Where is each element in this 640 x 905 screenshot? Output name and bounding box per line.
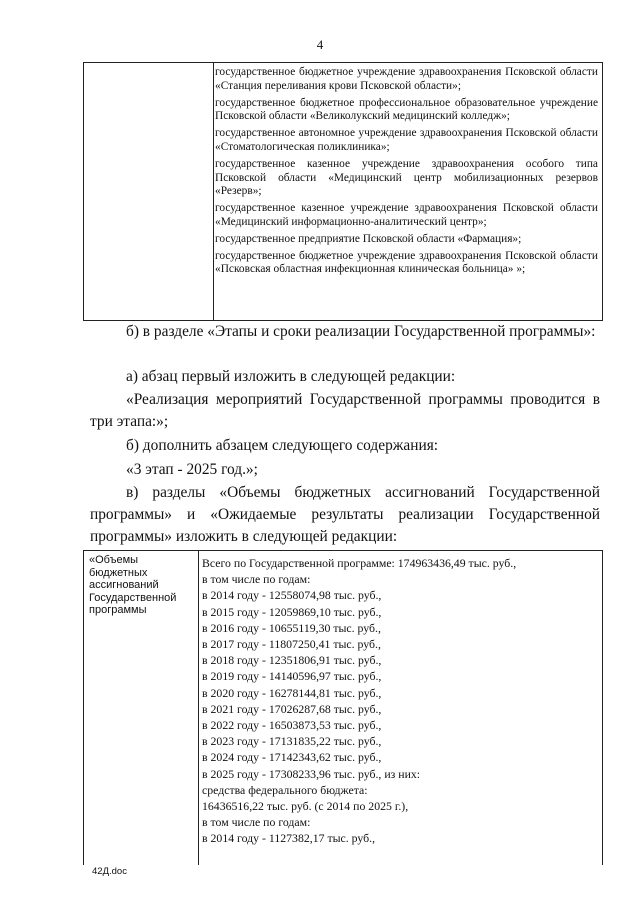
paragraph-first-clause: а) абзац первый изложить в следующей редакции: bbox=[126, 368, 456, 385]
institution-entry: государственное бюджетное профессиональное образовательное учреждение Псковской области «Великолукский медицинский колледж»; bbox=[215, 96, 598, 123]
budget-line: средства федерального бюджета: bbox=[202, 782, 368, 797]
institution-entry: государственное казенное учреждение здравоохранения особого типа Псковской области «Медицинский центр мобилизационных резервов «Резерв»; bbox=[215, 157, 598, 198]
budget-line: 16436516,22 тыс. руб. (с 2014 по 2025 г.), bbox=[202, 799, 409, 814]
top-table bbox=[83, 62, 603, 321]
budget-table bbox=[83, 550, 603, 865]
budget-line: в 2022 году - 16503873,53 тыс. руб., bbox=[202, 718, 382, 733]
budget-table-label-cell bbox=[84, 551, 199, 865]
budget-table-label: «Объемы бюджетных ассигнований Государственной программы bbox=[89, 554, 177, 616]
file-name-footer: 42Д.doc bbox=[92, 866, 127, 877]
institution-entry: государственное бюджетное учреждение здравоохранения Псковской области «Станция переливания крови Псковской области»; bbox=[215, 66, 598, 92]
budget-line: в 2015 году - 12059869,10 тыс. руб., bbox=[202, 604, 382, 619]
budget-line: в 2014 году - 1127382,17 тыс. руб., bbox=[202, 831, 376, 846]
paragraph-stage-3: «3 этап - 2025 год.»; bbox=[126, 461, 258, 478]
budget-line: в 2024 году - 17142343,62 тыс. руб., bbox=[202, 750, 382, 765]
budget-line: в 2018 году - 12351806,91 тыс. руб., bbox=[202, 653, 382, 668]
budget-line: в том числе по годам: bbox=[202, 572, 311, 587]
budget-line: в 2014 году - 12558074,98 тыс. руб., bbox=[202, 588, 382, 603]
institution-entry: государственное бюджетное учреждение здравоохранения Псковской области «Псковская областная инфекционная клиническая больница» »; bbox=[215, 249, 598, 276]
paragraph-sections-edit: в) разделы «Объемы бюджетных ассигнований Государственной программы» и «Ожидаемые результаты реализации Государственной программы» изложить в следующей редакции: bbox=[90, 484, 600, 545]
budget-line: в 2023 году - 17131835,22 тыс. руб., bbox=[202, 734, 382, 749]
budget-line: в 2019 году - 14140596,97 тыс. руб., bbox=[202, 669, 382, 684]
budget-line: в том числе по годам: bbox=[202, 815, 311, 830]
page-number: 4 bbox=[316, 37, 324, 52]
paragraph-add-clause: б) дополнить абзацем следующего содержания: bbox=[126, 437, 439, 454]
budget-line: в 2021 году - 17026287,68 тыс. руб., bbox=[202, 701, 382, 716]
budget-line: в 2020 году - 16278144,81 тыс. руб., bbox=[202, 685, 382, 700]
paragraph-stages-section: б) в разделе «Этапы и сроки реализации Государственной программы»: bbox=[126, 323, 596, 340]
top-table-institutions-cell bbox=[215, 66, 598, 280]
institution-entry: государственное предприятие Псковской области «Фармация»; bbox=[215, 232, 522, 245]
budget-line: в 2025 году - 17308233,96 тыс. руб., из них: bbox=[202, 766, 421, 781]
budget-line: в 2017 году - 11807250,41 тыс. руб., bbox=[202, 637, 381, 652]
budget-line: Всего по Государственной программе: 174963436,49 тыс. руб., bbox=[202, 556, 517, 570]
budget-line: в 2016 году - 10655119,30 тыс. руб., bbox=[202, 620, 381, 635]
budget-table-values-cell bbox=[202, 555, 600, 847]
institution-entry: государственное автономное учреждение здравоохранения Псковской области «Стоматологическая поликлиника»; bbox=[215, 127, 598, 153]
paragraph-three-stages: «Реализация мероприятий Государственной программы проводится в три этапа:»; bbox=[90, 391, 600, 430]
institution-entry: государственное казенное учреждение здравоохранения Псковской области «Медицинский информационно-аналитический центр»; bbox=[215, 202, 598, 228]
top-table-empty-cell bbox=[84, 63, 214, 320]
